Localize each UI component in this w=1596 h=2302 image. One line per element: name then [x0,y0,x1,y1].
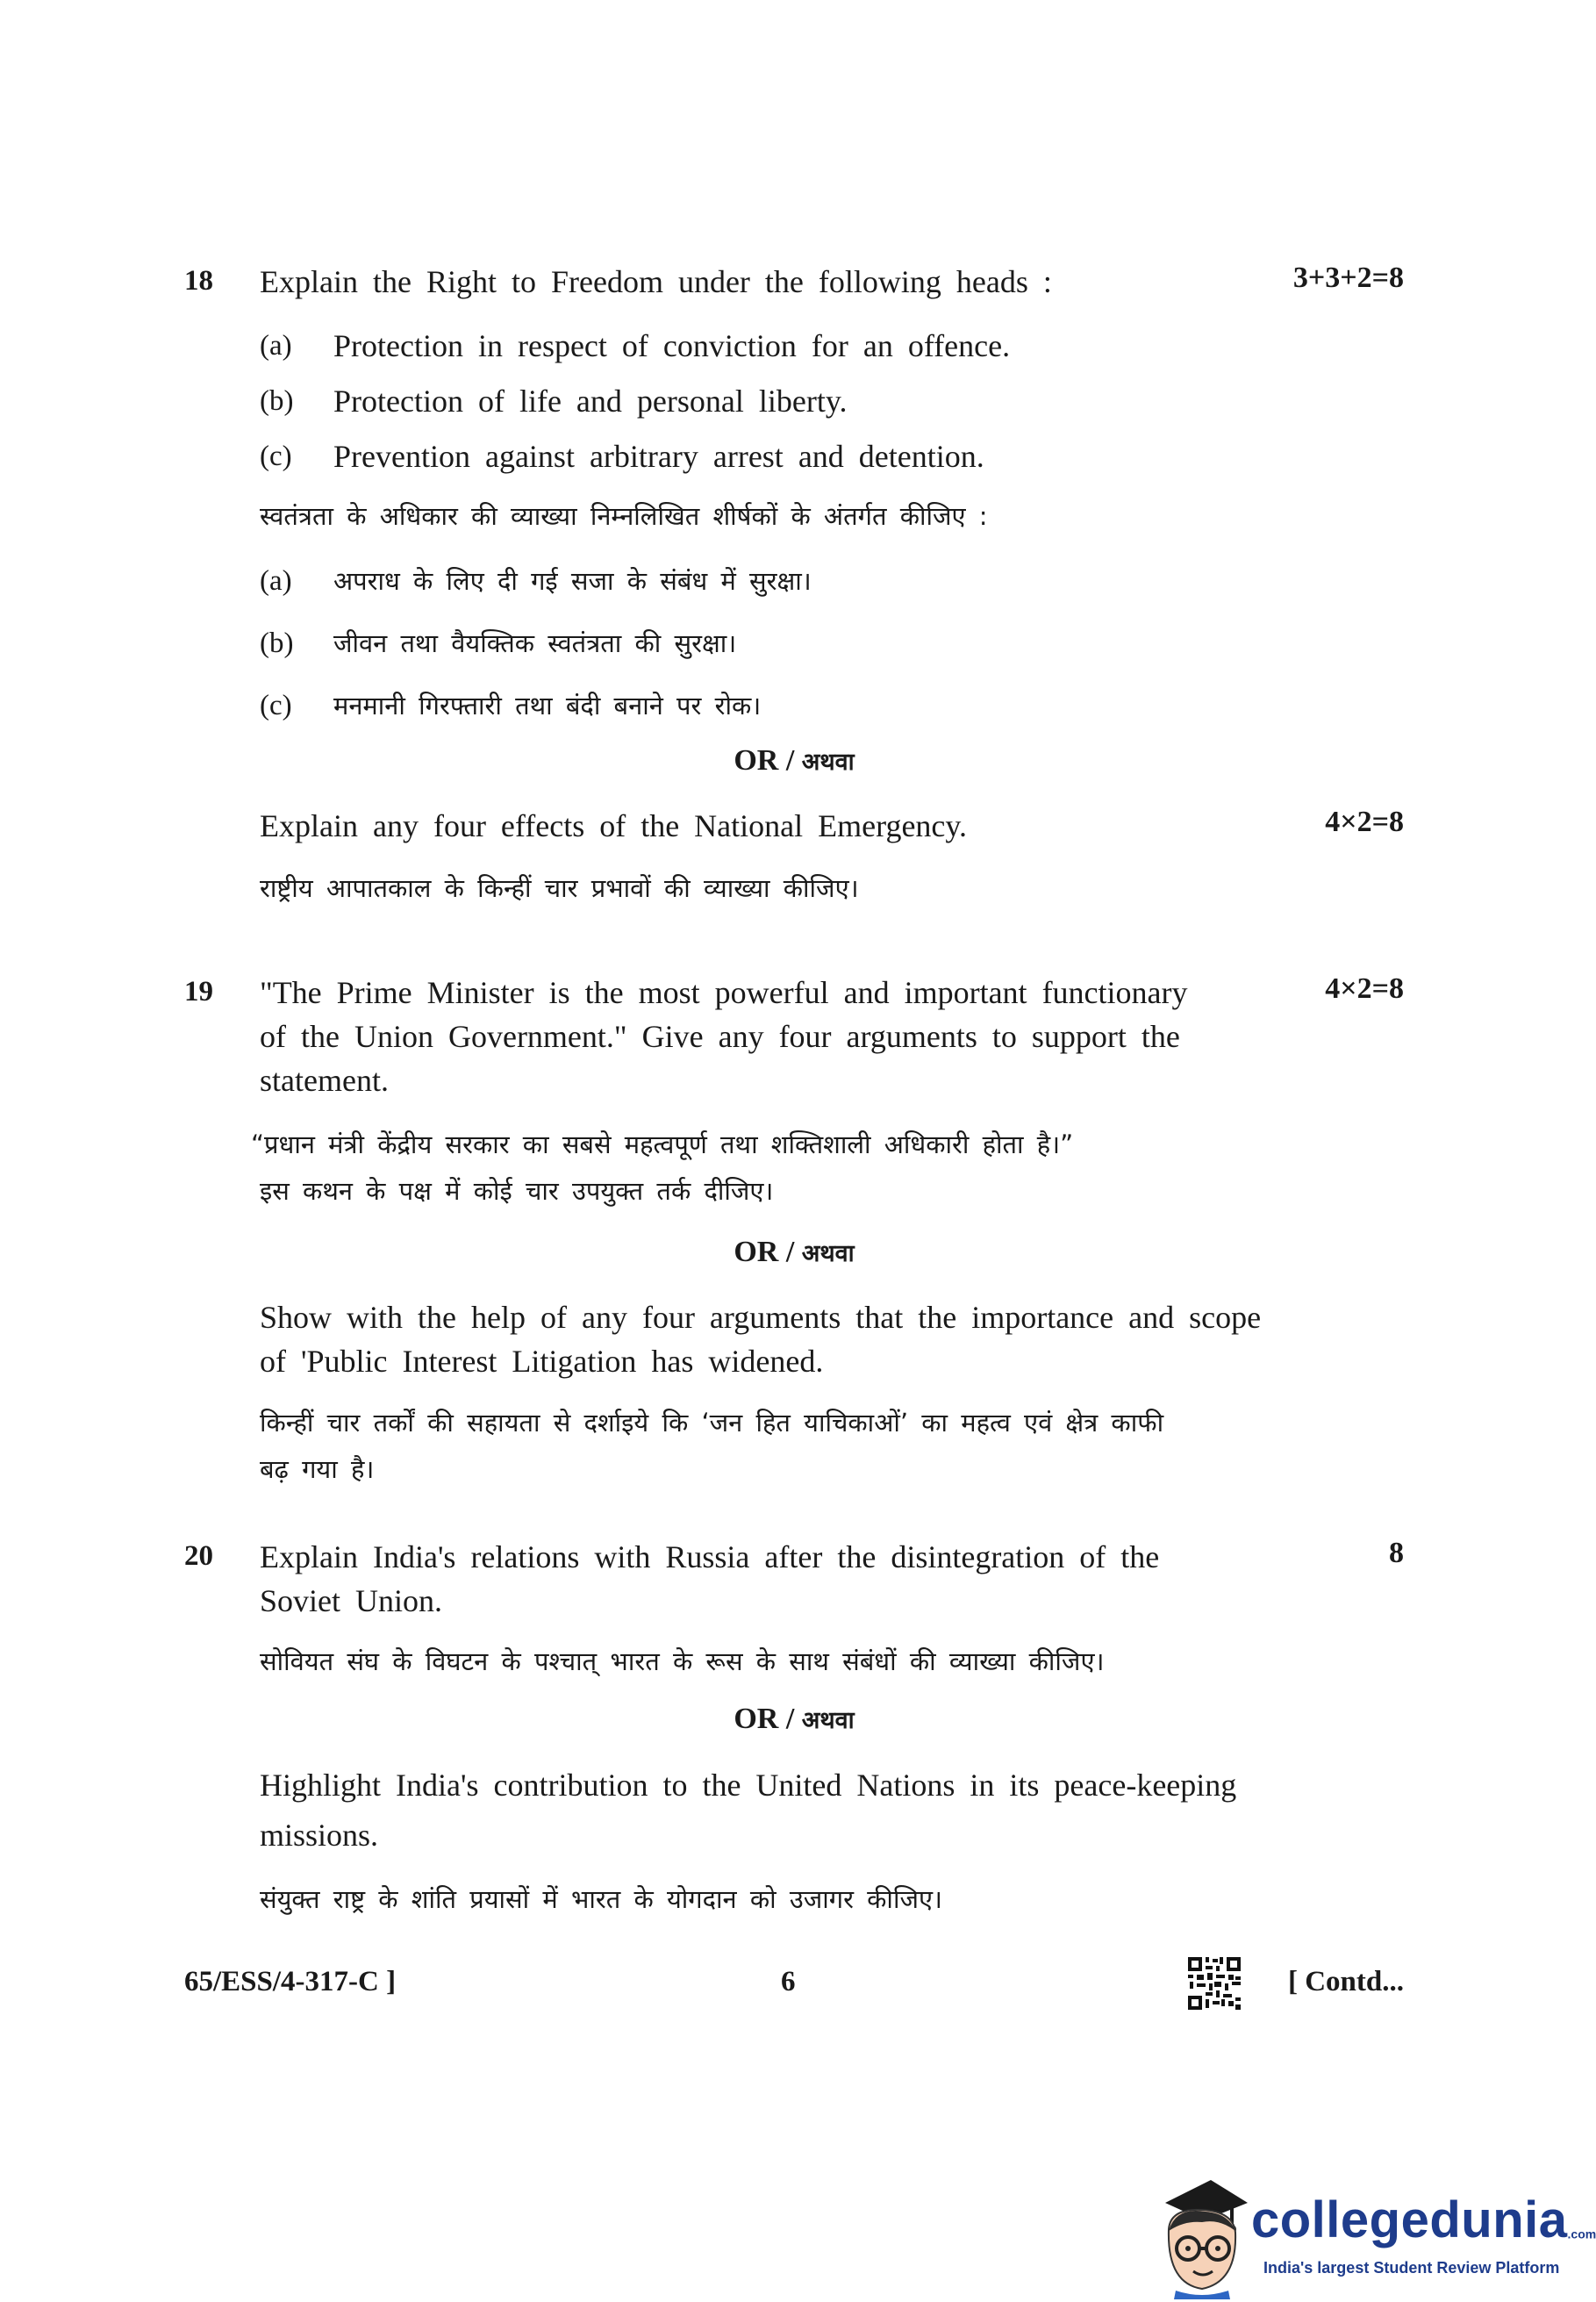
part-text-hindi: मनमानी गिरफ्तारी तथा बंदी बनाने पर रोक। [333,691,762,721]
alternative-question-text: of 'Public Interest Litigation has widened. [260,1344,824,1379]
or-divider [487,1703,1101,1736]
student-mascot-icon [1149,2168,1255,2299]
part-text-hindi: जीवन तथा वैयक्तिक स्वतंत्रता की सुरक्षा। [333,628,737,658]
question-text-hindi: सोवियत संघ के विघटन के पश्चात् भारत के रूस के साथ संबंधों की व्याख्या कीजिए। [260,1646,1105,1676]
part-label: (c) [260,690,292,721]
question-text: of the Union Government." Give any four arguments to support the [260,1019,1180,1054]
alternative-question-text: Explain any four effects of the National Emergency. [260,808,968,843]
or-label: OR [734,1236,779,1268]
question-text-hindi: स्वतंत्रता के अधिकार की व्याख्या निम्नलिखित शीर्षकों के अंतर्गत कीजिए : [260,501,988,531]
alternative-question-text: Highlight India's contribution to the United Nations in its peace-keeping [260,1768,1237,1803]
alternative-question-hindi: संयुक्त राष्ट्र के शांति प्रयासों में भारत के योगदान को उजागर कीजिए। [260,1884,942,1914]
question-text: "The Prime Minister is the most powerful and important functionary [260,975,1188,1010]
marks: 3+3+2=8 [1292,262,1404,294]
or-label-hindi: अथवा [801,1240,855,1267]
part-label: (c) [260,441,292,472]
alternative-question-hindi: राष्ट्रीय आपातकाल के किन्हीं चार प्रभावों की व्याख्या कीजिए। [260,873,859,903]
part-text: Protection in respect of conviction for an offence. [333,328,1011,363]
part-text: Prevention against arbitrary arrest and detention. [333,439,984,474]
part-text-hindi: अपराध के लिए दी गई सजा के संबंध में सुरक्षा। [333,566,812,596]
or-label: OR [734,744,779,777]
collegedunia-logo [1149,2168,1596,2299]
or-separator: / [785,1236,795,1268]
marks: 4×2=8 [1325,806,1404,838]
marks: 8 [1389,1537,1404,1569]
question-text: Explain the Right to Freedom under the following heads : [260,264,1052,299]
part-label: (a) [260,565,292,597]
alternative-question-hindi: किन्हीं चार तर्कों की सहायता से दर्शाइये कि ‘जन हित याचिकाओं’ का महत्व एवं क्षेत्र काफी [260,1408,1164,1438]
question-number: 19 [184,976,213,1008]
marks: 4×2=8 [1325,972,1404,1005]
question-number: 18 [184,265,213,297]
continued-label: [ Contd... [1287,1966,1404,1997]
part-label: (a) [260,330,292,362]
question-text: Explain India's relations with Russia after the disintegration of the [260,1539,1160,1574]
or-separator: / [785,744,795,777]
or-divider [487,1236,1101,1269]
part-label: (b) [260,627,294,659]
question-text-hindi: इस कथन के पक्ष में कोई चार उपयुक्त तर्क दीजिए। [260,1176,774,1206]
alternative-question-hindi: बढ़ गया है। [260,1454,375,1484]
question-text: Soviet Union. [260,1583,443,1618]
question-number: 20 [184,1540,213,1572]
alternative-question-text: missions. [260,1818,379,1853]
or-label: OR [734,1703,779,1735]
qr-code-icon [1186,1955,1242,2012]
question-text-hindi: “प्रधान मंत्री केंद्रीय सरकार का सबसे महत्वपूर्ण तथा शक्तिशाली अधिकारी होता है।” [251,1129,1074,1159]
alternative-question-text: Show with the help of any four arguments that the importance and scope [260,1300,1262,1335]
part-text: Protection of life and personal liberty. [333,384,848,419]
or-label-hindi: अथवा [801,1707,855,1734]
page-number: 6 [781,1966,796,1997]
brand-row [1251,2191,1596,2249]
or-divider [487,744,1101,778]
or-label-hindi: अथवा [801,749,855,776]
question-text: statement. [260,1063,389,1098]
brand-name: collegedunia [1251,2191,1568,2248]
part-label: (b) [260,385,294,417]
brand-tagline: India's largest Student Review Platform [1263,2259,1560,2277]
or-separator: / [785,1703,795,1735]
paper-code: 65/ESS/4-317-C ] [184,1966,397,1997]
brand-suffix: .com [1567,2227,1596,2241]
